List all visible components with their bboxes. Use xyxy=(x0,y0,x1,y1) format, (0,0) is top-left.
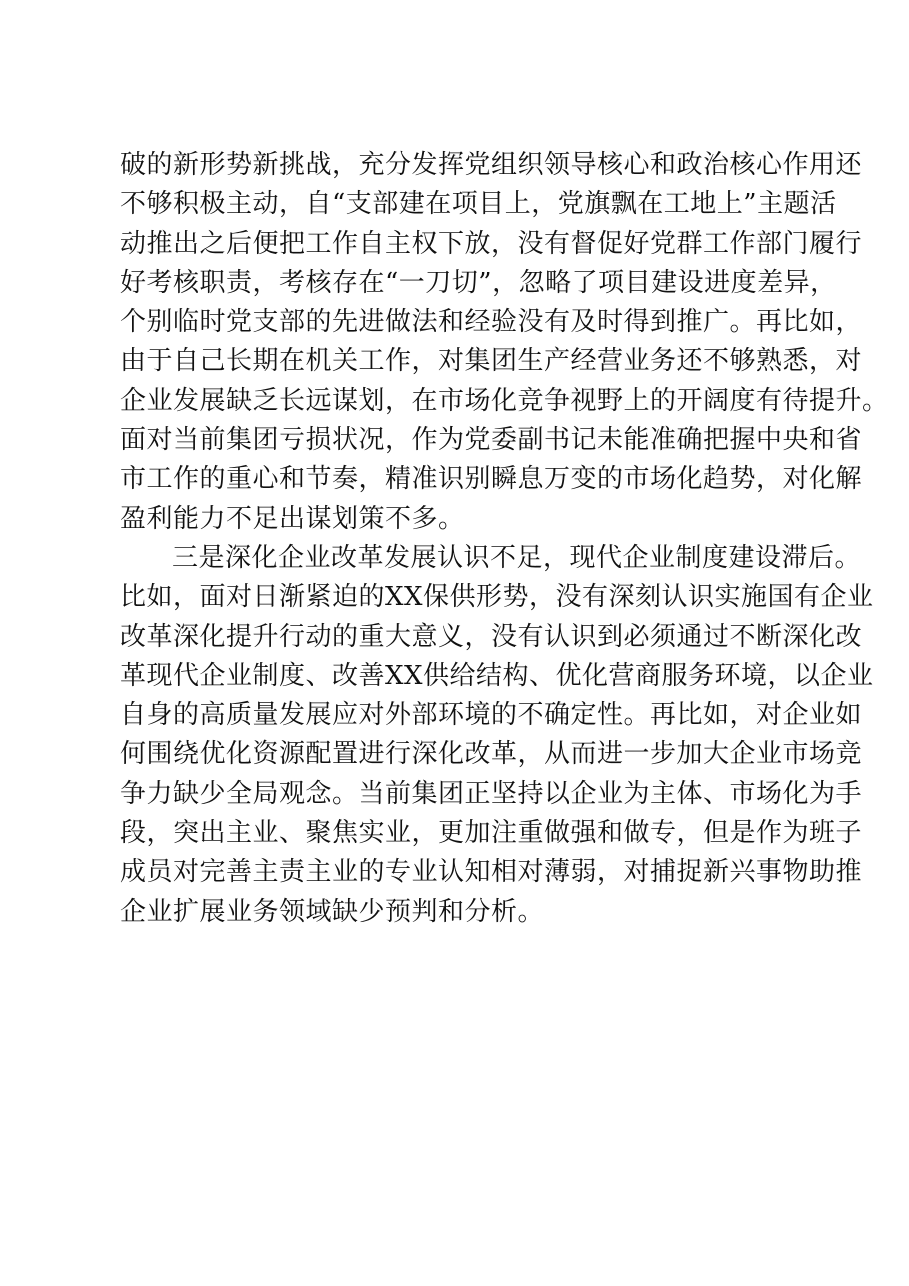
text-line: 好考核职责，考核存在“一刀切”，忽略了项目建设进度差异， xyxy=(120,267,837,298)
text-line: 面对当前集团亏损状况，作为党委副书记未能准确把握中央和省 xyxy=(120,425,863,456)
text-line: 何围绕优化资源配置进行深化改革，从而进一步加大企业市场竞 xyxy=(120,739,863,770)
text-line: 段，突出主业、聚焦实业，更加注重做强和做专，但是作为班子 xyxy=(120,818,863,849)
text-line: 由于自己长期在机关工作，对集团生产经营业务还不够熟悉，对 xyxy=(120,346,863,377)
text-line: 三是深化企业改革发展认识不足，现代企业制度建设滞后。 xyxy=(172,542,862,573)
text-line: 个别临时党支部的先进做法和经验没有及时得到推广。再比如， xyxy=(120,307,863,338)
text-line: 比如，面对日渐紧迫的XX保供形势，没有深刻认识实施国有企业 xyxy=(120,582,874,613)
text-line: 企业发展缺乏长远谋划，在市场化竞争视野上的开阔度有待提升。 xyxy=(120,385,889,416)
text-line: 改革深化提升行动的重大意义，没有认识到必须通过不断深化改 xyxy=(120,621,863,652)
text-line: 成员对完善主责主业的专业认知相对薄弱，对捕捉新兴事物助推 xyxy=(120,857,863,888)
text-line: 动推出之后便把工作自主权下放，没有督促好党群工作部门履行 xyxy=(120,228,863,259)
text-line: 自身的高质量发展应对外部环境的不确定性。再比如，对企业如 xyxy=(120,700,863,731)
text-line: 破的新形势新挑战，充分发挥党组织领导核心和政治核心作用还 xyxy=(120,150,863,180)
text-line: 市工作的重心和节奏，精准识别瞬息万变的市场化趋势，对化解 xyxy=(120,464,863,495)
paragraph-2 xyxy=(120,539,874,932)
paragraph-1 xyxy=(120,146,889,539)
document-body xyxy=(120,146,889,932)
text-line: 争力缺少全局观念。当前集团正坚持以企业为主体、市场化为手 xyxy=(120,778,863,809)
text-line: 革现代企业制度、改善XX供给结构、优化营商服务环境，以企业 xyxy=(120,660,874,691)
text-line: 盈利能力不足出谋划策不多。 xyxy=(120,503,465,534)
text-line: 不够积极主动，自“支部建在项目上，党旗飘在工地上”主题活 xyxy=(120,189,837,220)
text-line: 企业扩展业务领域缺少预判和分析。 xyxy=(120,896,545,927)
